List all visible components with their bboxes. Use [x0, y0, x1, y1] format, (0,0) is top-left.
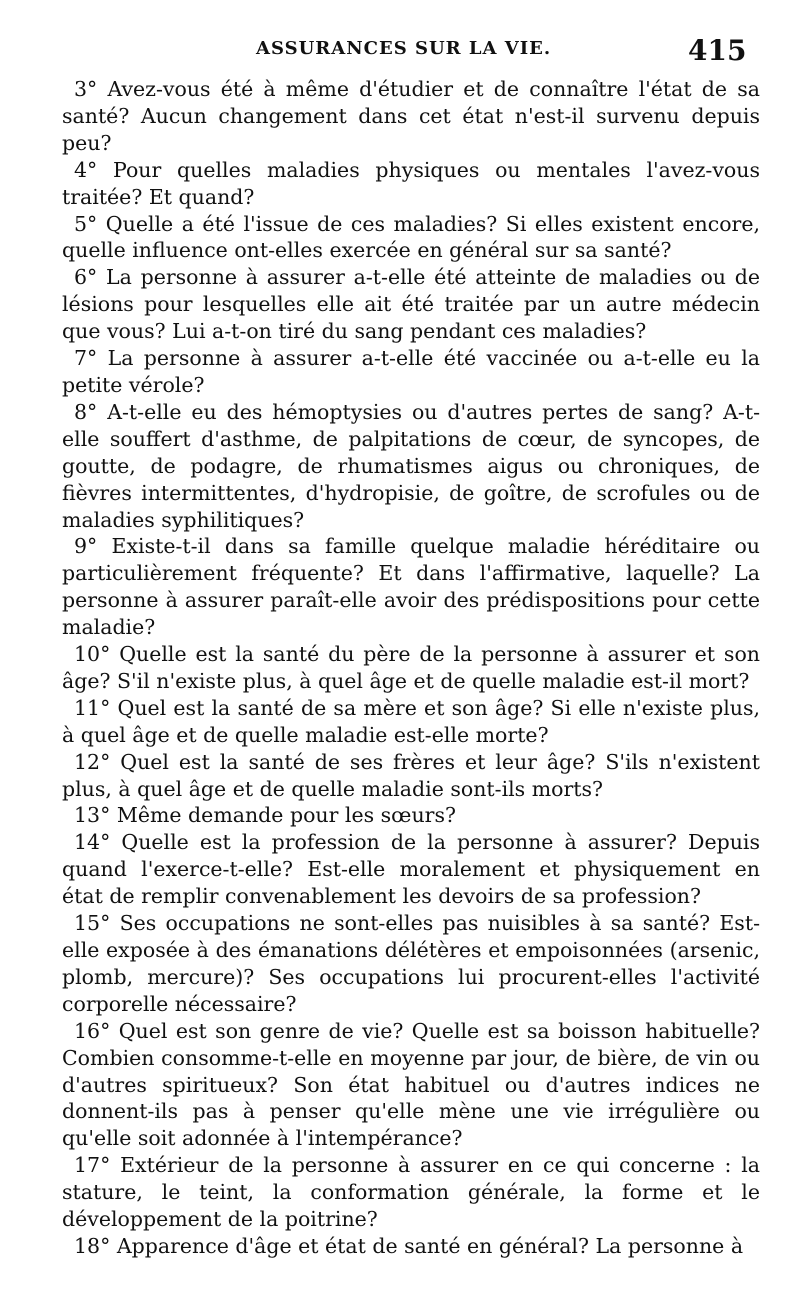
question-3: 3° Avez-vous été à même d'étudier et de connaître l'état de sa santé? Aucun changement dans cet état n'est-il survenu depuis peu?: [62, 77, 760, 155]
question-9: 9° Existe-t-il dans sa famille quelque maladie héréditaire ou particulièrement fréquente? Et dans l'affirmative, laquelle? La personne à assurer paraît-elle avoir des prédispositions pour cette maladie?: [62, 534, 760, 640]
question-12: 12° Quel est la santé de ses frères et leur âge? S'ils n'existent plus, à quel âge et de quelle maladie sont-ils morts?: [62, 749, 760, 801]
question-14: 14° Quelle est la profession de la personne à assurer? Depuis quand l'exerce-t-elle? Est-elle moralement et physiquement en état de remplir convenablement les devoirs de sa profession?: [62, 830, 760, 909]
question-8: 8° A-t-elle eu des hémoptysies ou d'autres pertes de sang? A-t-elle souffert d'asthme, de palpitations de cœur, de syncopes, de goutte, de podagre, de rhumatismes aigus ou chroniques, de fièvres intermittentes, d'hydropisie, de goître, de scrofules ou de maladies syphilitiques?: [62, 399, 760, 532]
question-7: 7° La personne à assurer a-t-elle été vaccinée ou a-t-elle eu la petite vérole?: [62, 346, 760, 397]
running-title: ASSURANCES SUR LA VIE.: [256, 38, 552, 59]
question-6: 6° La personne à assurer a-t-elle été atteinte de maladies ou de lésions pour lesquelles elle ait été traitée par un autre médecin que vous? Lui a-t-on tiré du sang pendant ces maladies?: [62, 265, 760, 344]
question-13: 13° Même demande pour les sœurs?: [74, 803, 456, 828]
question-15: 15° Ses occupations ne sont-elles pas nuisibles à sa santé? Est-elle exposée à des émanations délétères et empoisonnées (arsenic, plomb, mercure)? Ses occupations lui procurent-elles l'activité corporelle nécessaire?: [62, 911, 760, 1016]
body-text: [62, 76, 760, 1260]
question-17: 17° Extérieur de la personne à assurer en ce qui concerne : la stature, le teint, la conformation générale, la forme et le développement de la poitrine?: [62, 1153, 760, 1232]
page-number: 415: [688, 34, 747, 67]
question-11: 11° Quel est la santé de sa mère et son âge? Si elle n'existe plus, à quel âge et de quelle maladie est-elle morte?: [62, 695, 760, 747]
page-header: [0, 34, 800, 74]
question-16: 16° Quel est son genre de vie? Quelle est sa boisson habituelle? Combien consomme-t-elle en moyenne par jour, de bière, de vin ou d'autres spiritueux? Son état habituel ou d'autres indices ne donnent-ils pas à penser qu'elle mène une vie irrégulière ou qu'elle soit adonnée à l'intempérance?: [62, 1018, 760, 1151]
question-10: 10° Quelle est la santé du père de la personne à assurer et son âge? S'il n'existe plus, à quel âge et de quelle maladie est-il mort?: [62, 642, 760, 693]
question-5: 5° Quelle a été l'issue de ces maladies? Si elles existent encore, quelle influence ont-elles exercée en général sur sa santé?: [62, 211, 760, 263]
question-4: 4° Pour quelles maladies physiques ou mentales l'avez-vous traitée? Et quand?: [62, 157, 760, 209]
question-18: 18° Apparence d'âge et état de santé en général? La personne à: [74, 1233, 744, 1258]
